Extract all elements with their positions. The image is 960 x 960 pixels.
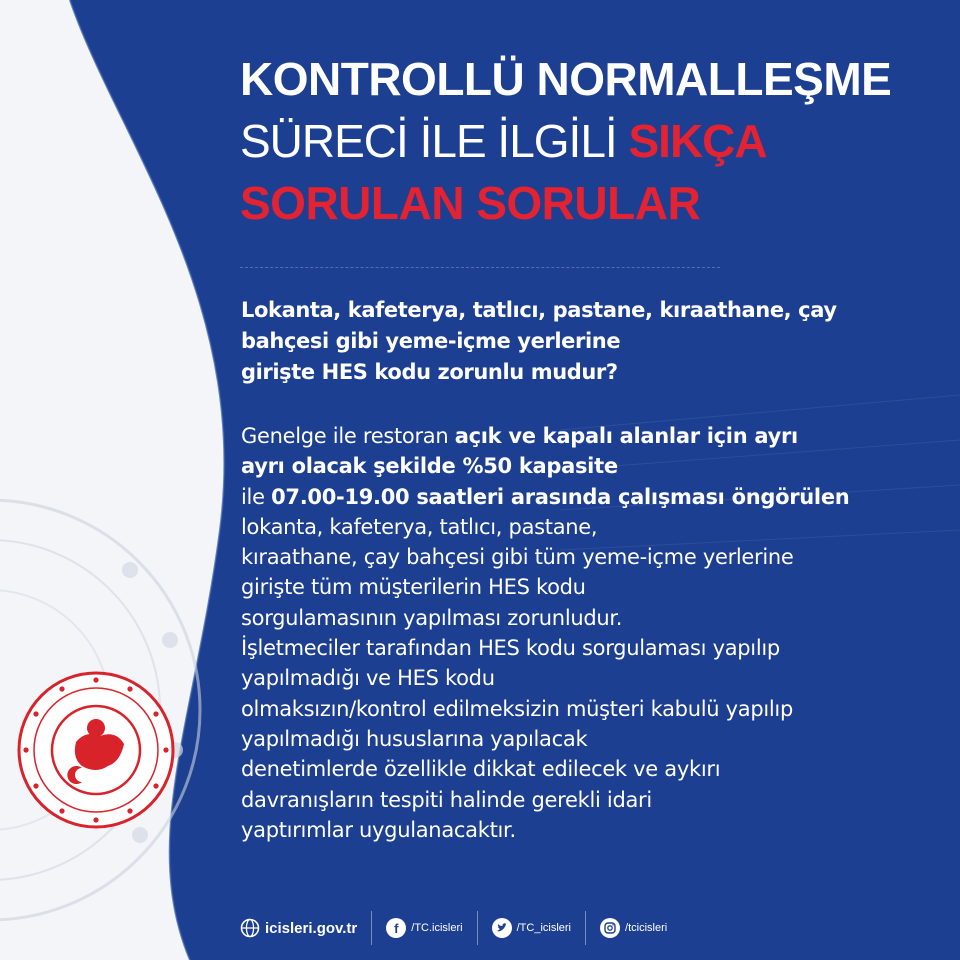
headline-line-2 — [240, 110, 940, 172]
answer-line: sorgulamasının yapılması zorunludur. — [241, 605, 623, 630]
footer — [240, 910, 667, 946]
answer-line — [241, 421, 849, 451]
answer-line: davranışların tespiti halinde gerekli idari — [241, 787, 652, 812]
answer-line — [241, 451, 849, 481]
headline-line-3: SORULAN SORULAR — [240, 177, 701, 229]
answer-line: olmaksızın/kontrol edilmeksizin müşteri kabulü yapılıp — [241, 696, 793, 721]
answer-bold-text: ayrı olacak şekilde %50 kapasite — [241, 454, 618, 479]
instagram-icon — [600, 918, 620, 938]
twitter-link[interactable] — [492, 918, 571, 938]
answer-line: girişte tüm müşterilerin HES kodu — [241, 575, 586, 600]
globe-icon — [240, 918, 260, 938]
faq-question — [241, 295, 837, 388]
question-line: girişte HES kodu zorunlu mudur? — [241, 360, 618, 384]
answer-line: İşletmeciler tarafından HES kodu sorgulaması yapılıp — [241, 636, 780, 661]
footer-divider — [585, 911, 586, 945]
instagram-link[interactable] — [600, 918, 667, 938]
headline-line-1: KONTROLLÜ NORMALLEŞME — [240, 53, 892, 105]
question-line: Lokanta, kafeterya, tatlıcı, pastane, kıraathane, çay — [241, 298, 837, 322]
facebook-link[interactable] — [386, 918, 462, 938]
answer-line: yapılmadığı ve HES kodu — [241, 666, 495, 691]
faq-answer — [241, 421, 849, 845]
answer-line: yaptırımlar uygulanacaktır. — [241, 817, 516, 842]
answer-line: yapılmadığı hususlarına yapılacak — [241, 726, 588, 751]
headline-line-2-red: SIKÇA — [628, 115, 767, 167]
question-line: bahçesi gibi yeme-içme yerlerine — [241, 329, 621, 353]
answer-line: kıraathane, çay bahçesi gibi tüm yeme-içme yerlerine — [241, 545, 794, 570]
website-link[interactable] — [240, 918, 357, 938]
twitter-label: /TC_icisleri — [516, 922, 572, 934]
footer-divider — [477, 911, 478, 945]
ministry-seal-icon — [16, 670, 176, 830]
answer-bold-text: açık ve kapalı alanlar için ayrı — [454, 424, 798, 448]
answer-line — [241, 482, 849, 512]
facebook-icon: f — [386, 918, 406, 938]
headline-line-2-white: SÜRECİ İLE İLGİLİ — [240, 115, 629, 167]
answer-line: denetimlerde özellikle dikkat edilecek ve aykırı — [241, 757, 721, 782]
facebook-label: /TC.icisleri — [411, 922, 463, 934]
bird-icon — [496, 922, 508, 934]
website-label: icisleri.gov.tr — [265, 919, 358, 937]
answer-line: lokanta, kafeterya, tatlıcı, pastane, — [241, 514, 598, 539]
answer-text: ile — [241, 484, 272, 509]
answer-text: Genelge ile restoran — [241, 424, 455, 448]
title-divider — [240, 267, 720, 268]
instagram-label: /tcicisleri — [625, 922, 668, 934]
camera-icon — [604, 922, 616, 934]
twitter-icon — [492, 918, 512, 938]
footer-divider — [371, 911, 372, 945]
headline — [240, 48, 940, 234]
answer-bold-text: 07.00-19.00 saatleri arasında çalışması öngörülen — [271, 484, 850, 509]
